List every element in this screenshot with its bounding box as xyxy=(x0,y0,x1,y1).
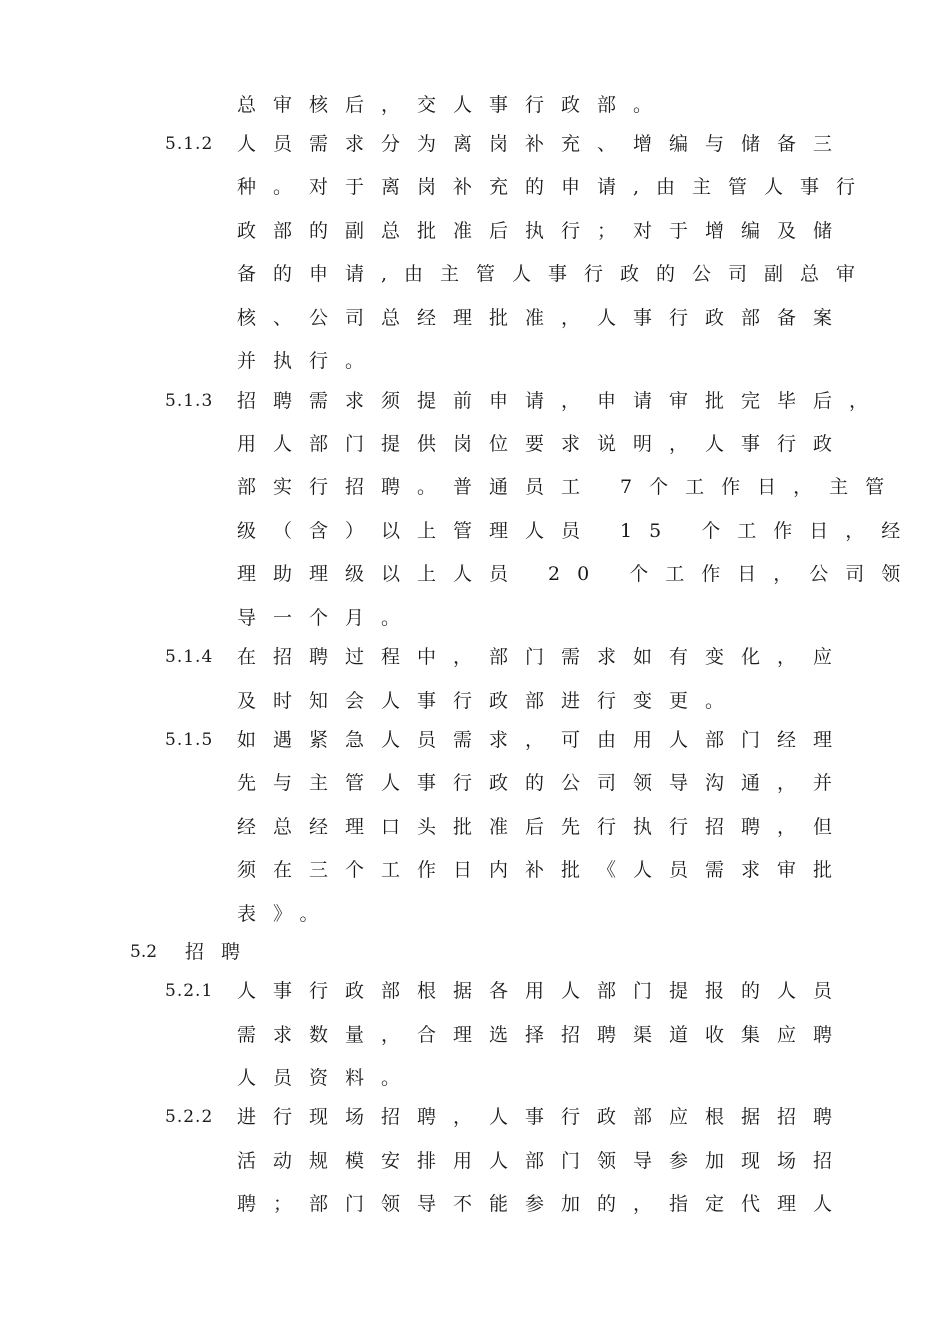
line-text: 进行现场招聘，人事行政部应根据招聘 xyxy=(237,1106,850,1128)
line-text: 如遇紧急人员需求，可由用人部门经理 xyxy=(237,729,850,751)
clause-number: 5.1.2 xyxy=(165,134,214,154)
line-text: 需求数量，合理选择招聘渠道收集应聘 xyxy=(237,1024,850,1046)
clause-number: 5.2.2 xyxy=(165,1107,214,1127)
line-text: 人员需求分为离岗补充、增编与储备三 xyxy=(237,133,850,155)
section-title: 招聘 xyxy=(185,941,258,963)
line-text: 聘；部门领导不能参加的，指定代理人 xyxy=(237,1193,850,1215)
line-text: 经总经理口头批准后先行执行招聘，但 xyxy=(237,816,850,838)
line-text: 级（含）以上管理人员 15 个工作日，经 xyxy=(237,520,918,542)
line-text: 先与主管人事行政的公司领导沟通，并 xyxy=(237,772,850,794)
line-text: 及时知会人事行政部进行变更。 xyxy=(237,690,742,712)
clause-number: 5.1.5 xyxy=(165,730,214,750)
line-text: 备的申请,由主管人事行政的公司副总审 xyxy=(237,263,873,285)
line-text: 在招聘过程中，部门需求如有变化，应 xyxy=(237,646,850,668)
line-text: 人员资料。 xyxy=(237,1067,418,1089)
clause-number: 5.1.3 xyxy=(165,391,214,411)
line-text: 招聘需求须提前申请，申请审批完毕后， xyxy=(237,390,886,412)
line-text: 部实行招聘。普通员工 7个工作日，主管 xyxy=(237,476,902,498)
line-text: 须在三个工作日内补批《人员需求审批 xyxy=(237,859,850,881)
line-text: 种。对于离岗补充的申请,由主管人事行 xyxy=(237,176,873,198)
line-text: 活动规模安排用人部门领导参加现场招 xyxy=(237,1150,850,1172)
line-text: 理助理级以上人员 20 个工作日，公司领 xyxy=(237,563,918,585)
line-text: 核、公司总经理批准，人事行政部备案 xyxy=(237,307,850,329)
clause-number: 5.2.1 xyxy=(165,981,214,1001)
line-text: 政部的副总批准后执行；对于增编及储 xyxy=(237,220,850,242)
line-text: 人事行政部根据各用人部门提报的人员 xyxy=(237,980,850,1002)
line-text: 导一个月。 xyxy=(237,607,418,629)
line-text: 并执行。 xyxy=(237,350,382,372)
section-number: 5.2 xyxy=(130,942,158,962)
line-text: 总审核后，交人事行政部。 xyxy=(237,94,670,116)
line-text: 用人部门提供岗位要求说明，人事行政 xyxy=(237,433,850,455)
clause-number: 5.1.4 xyxy=(165,647,214,667)
line-text: 表》。 xyxy=(237,903,336,925)
